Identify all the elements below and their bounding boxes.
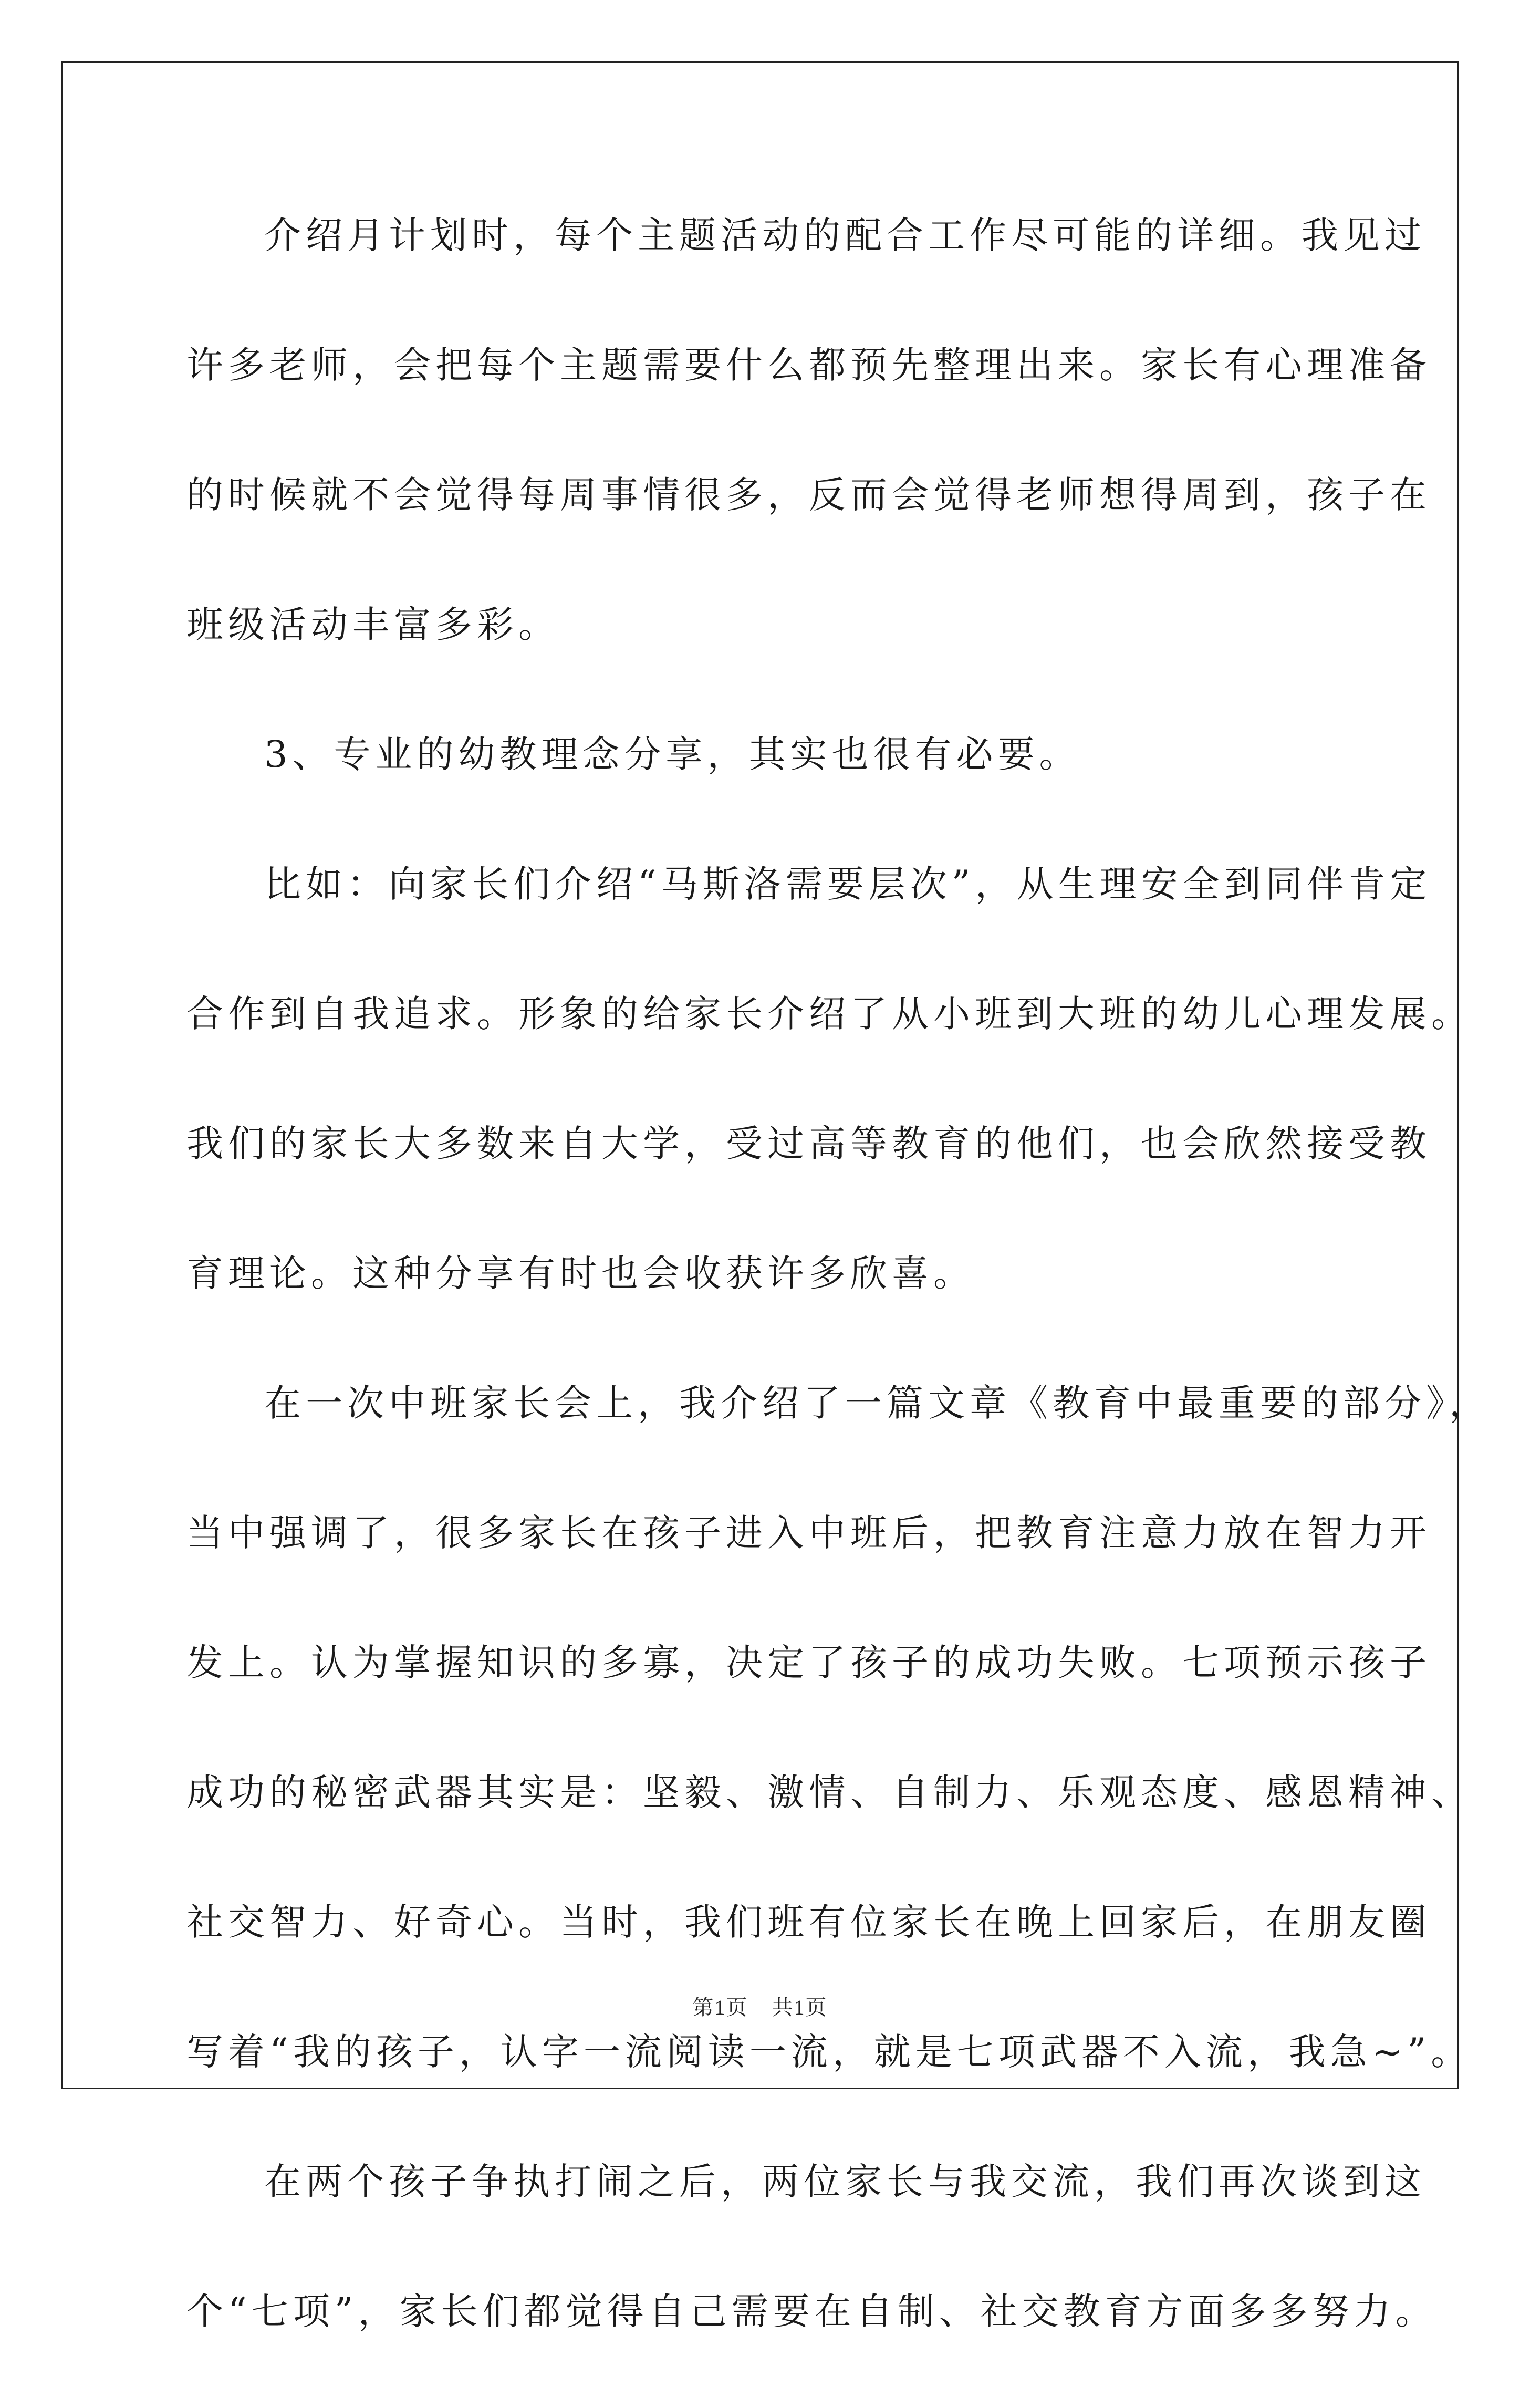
text-line: 合作到自我追求。形象的给家长介绍了从小班到大班的幼儿心理发展。 xyxy=(186,992,1473,1035)
text-line: 社交智力、好奇心。当时，我们班有位家长在晚上回家后，在朋友圈 xyxy=(186,1901,1431,1944)
text-line: 介绍月计划时，每个主题活动的配合工作尽可能的详细。我见过 xyxy=(264,214,1426,257)
text-line: 在两个孩子争执打闹之后，两位家长与我交流，我们再次谈到这 xyxy=(264,2160,1426,2203)
text-line: 许多老师，会把每个主题需要什么都预先整理出来。家长有心理准备 xyxy=(186,344,1431,387)
text-line: 当中强调了，很多家长在孩子进入中班后，把教育注意力放在智力开 xyxy=(186,1511,1431,1554)
text-line: 在一次中班家长会上，我介绍了一篇文章《教育中最重要的部分》， xyxy=(264,1382,1491,1425)
text-line: 的时候就不会觉得每周事情很多，反而会觉得老师想得周到，孩子在 xyxy=(186,473,1431,516)
page-footer xyxy=(0,1991,1520,2021)
text-line: 成功的秘密武器其实是：坚毅、激情、自制力、乐观态度、感恩精神、 xyxy=(186,1771,1473,1814)
text-line: 我们的家长大多数来自大学，受过高等教育的他们，也会欣然接受教 xyxy=(186,1122,1431,1165)
text-line: 育理论。这种分享有时也会收获许多欣喜。 xyxy=(186,1252,975,1295)
document-body xyxy=(186,202,1491,2408)
text-line: 班级活动丰富多彩。 xyxy=(186,603,560,646)
page-total: 共1页 xyxy=(772,1996,828,2019)
text-line: 比如：向家长们介绍“马斯洛需要层次”，从生理安全到同伴肯定 xyxy=(264,863,1432,906)
text-line: 发上。认为掌握知识的多寡，决定了孩子的成功失败。七项预示孩子 xyxy=(186,1641,1431,1684)
text-line: 3、专业的幼教理念分享，其实也很有必要。 xyxy=(264,733,1081,776)
text-line: 个“七项”，家长们都觉得自己需要在自制、社交教育方面多多努力。 xyxy=(186,2290,1437,2333)
text-line: 写着“我的孩子，认字一流阅读一流，就是七项武器不入流，我急~”。 xyxy=(186,2030,1473,2073)
page-number: 第1页 xyxy=(692,1996,748,2019)
